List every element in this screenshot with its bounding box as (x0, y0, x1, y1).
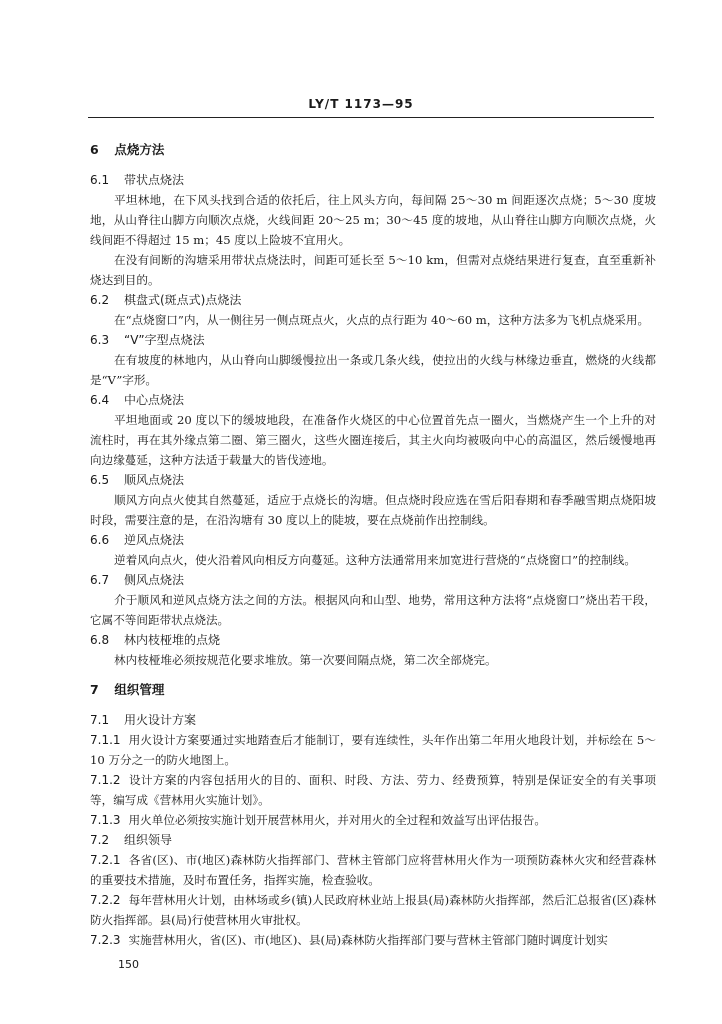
page-number: 150 (118, 958, 139, 971)
paragraph: 在没有间断的沟塘采用带状点烧法时，间距可延长至 5～10 km，但需对点烧结果进行复查，直至重新补烧达到目的。 (90, 253, 656, 287)
clause-7-2-1: 7.2.1 各省(区)、市(地区)森林防火指挥部门、营林主管部门应将营林用火作为一项预防森林火灾和经营森林的重要技术措施，及时布置任务，指挥实施，检查验收。 (90, 853, 656, 887)
clause-7-1-1: 7.1.1 用火设计方案要通过实地踏查后才能制订，要有连续性，头年作出第二年用火地段计划，并标绘在 5～10 万分之一的防火地图上。 (90, 733, 656, 767)
section-7-heading: 7 组织管理 (90, 682, 165, 697)
clause-7-1-2: 7.1.2 设计方案的内容包括用火的目的、面积、时段、方法、劳力、经费预算，特别是保证安全的有关事项等，编写成《营林用火实施计划》。 (90, 773, 656, 807)
paragraph: 逆着风向点火，使火沿着风向相反方向蔓延。这种方法通常用来加宽进行营烧的“点烧窗口”的控制线。 (114, 553, 636, 567)
subsection-6-7-heading: 6.7 侧风点烧法 (90, 573, 185, 587)
subsection-6-5-heading: 6.5 顺风点烧法 (90, 473, 185, 487)
clause-7-2-2: 7.2.2 每年营林用火计划，由林场或乡(镇)人民政府林业站上报县(局)森林防火指挥部，然后汇总报省(区)森林防火指挥部。县(局)行使营林用火审批权。 (90, 893, 656, 927)
subsection-6-4-heading: 6.4 中心点烧法 (90, 393, 185, 407)
standard-code-header: LY/T 1173—95 (308, 97, 414, 111)
subsection-6-8-heading: 6.8 林内枝桠堆的点烧 (90, 633, 221, 647)
clause-7-2-3: 7.2.3 实施营林用火，省(区)、市(地区)、县(局)森林防火指挥部门要与营林主管部门随时调度计划实 (90, 933, 608, 947)
header-rule (88, 117, 654, 118)
subsection-7-2-heading: 7.2 组织领导 (90, 833, 173, 847)
paragraph: 林内枝桠堆必须按规范化要求堆放。第一次要间隔点烧，第二次全部烧完。 (114, 653, 497, 667)
subsection-6-3-heading: 6.3 “V”字型点烧法 (90, 333, 205, 347)
subsection-6-1-heading: 6.1 带状点烧法 (90, 173, 185, 187)
section-6-heading: 6 点烧方法 (90, 142, 165, 157)
subsection-7-1-heading: 7.1 用火设计方案 (90, 713, 197, 727)
paragraph: 介于顺风和逆风点烧方法之间的方法。根据风向和山型、地势，常用这种方法将“点烧窗口”烧出若干段，它属不等间距带状点烧法。 (90, 593, 656, 627)
paragraph: 在有坡度的林地内，从山脊向山脚缓慢拉出一条或几条火线，使拉出的火线与林缘边垂直，燃烧的火线都是“V”字形。 (90, 353, 656, 387)
clause-7-1-3: 7.1.3 用火单位必须按实施计划开展营林用火，并对用火的全过程和效益写出评估报告。 (90, 813, 546, 827)
paragraph: 平坦林地，在下风头找到合适的依托后，往上风头方向，每间隔 25～30 m 间距逐次点烧；5～30 度坡地，从山脊往山脚方向顺次点烧，火线间距 20～25 m；30～45 度的坡地，从山脊往山脚方向顺次点烧，火线间距不得超过 15 m；45 度以上险坡不宜用火。 (90, 193, 656, 247)
subsection-6-2-heading: 6.2 棋盘式(斑点式)点烧法 (90, 293, 242, 307)
subsection-6-6-heading: 6.6 逆风点烧法 (90, 533, 185, 547)
paragraph: 在“点烧窗口”内，从一侧往另一侧点斑点火，火点的点行距为 40～60 m，这种方法多为飞机点烧采用。 (114, 313, 650, 327)
page-content (90, 140, 656, 950)
paragraph: 顺风方向点火使其自然蔓延，适应于点烧长的沟塘。但点烧时段应选在雪后阳春期和春季融雪期点烧阳坡时段，需要注意的是，在沿沟塘有 30 度以上的陡坡，要在点烧前作出控制线。 (90, 493, 656, 527)
paragraph: 平坦地面或 20 度以下的缓坡地段，在准备作火烧区的中心位置首先点一圈火，当燃烧产生一个上升的对流柱时，再在其外缘点第二圈、第三圈火，这些火圈连接后，其主火向均被吸向中心的高温区，然后缓慢地再向边缘蔓延，这种方法适于载量大的皆伐迹地。 (90, 413, 656, 467)
